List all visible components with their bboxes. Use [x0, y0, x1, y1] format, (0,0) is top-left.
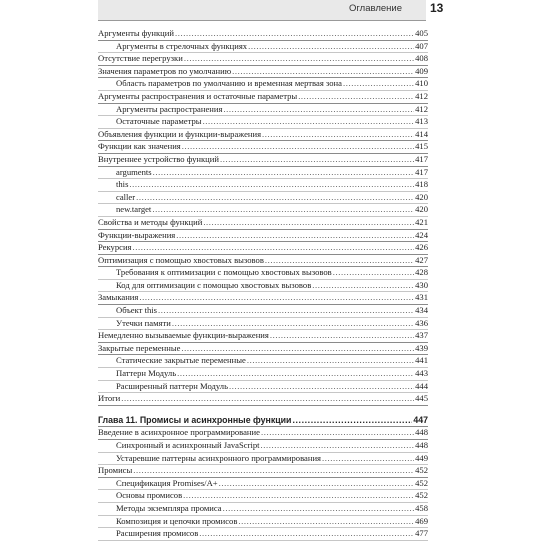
toc-dot-leader: [158, 305, 414, 317]
toc-section-entry[interactable]: [98, 91, 428, 104]
header-title: Оглавление: [349, 3, 402, 14]
toc-section-entry[interactable]: [98, 53, 428, 66]
toc-entry-page: 417: [415, 153, 428, 164]
toc-chapter-entry[interactable]: [98, 415, 428, 428]
toc-entry-title: Значения параметров по умолчанию: [98, 65, 232, 76]
toc-dot-leader: [121, 393, 414, 405]
toc-section-entry[interactable]: [98, 154, 428, 167]
toc-subsection-entry[interactable]: [98, 503, 428, 516]
toc-dot-leader: [129, 179, 414, 191]
toc-dot-leader: [229, 381, 414, 393]
toc-subsection-entry[interactable]: [98, 179, 428, 192]
toc-dot-leader: [175, 28, 414, 40]
toc-entry-page: 408: [415, 53, 428, 64]
toc-section-entry[interactable]: [98, 28, 428, 41]
toc-entry-page: 412: [415, 103, 428, 114]
toc-entry-page: 412: [415, 90, 428, 101]
toc-entry-page: 421: [415, 216, 428, 227]
toc-entry-page: 424: [415, 229, 428, 240]
toc-entry-title: Расширенный паттерн Модуль: [116, 380, 228, 391]
header-page-number: 13: [430, 1, 444, 15]
toc-entry-title: Расширения промисов: [116, 528, 199, 539]
toc-entry-title: Итоги: [98, 393, 121, 404]
toc-entry-title: Немедленно вызываемые функции-выражения: [98, 330, 269, 341]
toc-entry-page: 437: [415, 330, 428, 341]
toc-entry-page: 458: [415, 502, 428, 513]
toc-section-entry[interactable]: [98, 230, 428, 243]
toc-entry-title: Глава 11. Промисы и асинхронные функции: [98, 414, 292, 425]
toc-dot-leader: [139, 292, 414, 304]
toc-dot-leader: [199, 528, 414, 540]
toc-section-entry[interactable]: [98, 465, 428, 478]
toc-section-entry[interactable]: [98, 141, 428, 154]
toc-section-entry[interactable]: [98, 242, 428, 255]
toc-entry-page: 430: [415, 279, 428, 290]
toc-entry-page: 418: [415, 179, 428, 190]
toc-entry-page: 436: [415, 317, 428, 328]
toc-entry-title: Статические закрытые переменные: [116, 355, 246, 366]
toc-entry-title: Закрытые переменные: [98, 342, 181, 353]
toc-section-entry[interactable]: [98, 330, 428, 343]
toc-dot-leader: [261, 440, 415, 452]
toc-subsection-entry[interactable]: [98, 167, 428, 180]
toc-entry-page: 407: [415, 40, 428, 51]
toc-dot-leader: [333, 267, 414, 279]
toc-entry-page: 469: [415, 515, 428, 526]
toc-dot-leader: [133, 242, 415, 254]
toc-subsection-entry[interactable]: [98, 41, 428, 54]
toc-entry-page: 413: [415, 116, 428, 127]
toc-subsection-entry[interactable]: [98, 490, 428, 503]
toc-entry-page: 428: [415, 267, 428, 278]
toc-dot-leader: [136, 192, 414, 204]
toc-entry-title: arguments: [116, 166, 152, 177]
toc-subsection-entry[interactable]: [98, 204, 428, 217]
toc-dot-leader: [292, 415, 412, 427]
toc-subsection-entry[interactable]: [98, 368, 428, 381]
toc-section-entry[interactable]: [98, 217, 428, 230]
toc-subsection-entry[interactable]: [98, 267, 428, 280]
toc-dot-leader: [265, 255, 414, 267]
toc-entry-title: Основы промисов: [116, 490, 183, 501]
toc-entry-page: 477: [415, 528, 428, 539]
toc-entry-page: 448: [415, 427, 428, 438]
toc-entry-page: 414: [415, 128, 428, 139]
toc-entry-title: Спецификация Promises/A+: [116, 477, 218, 488]
toc-subsection-entry[interactable]: [98, 318, 428, 331]
toc-dot-leader: [203, 116, 415, 128]
table-of-contents: [98, 28, 428, 541]
toc-subsection-entry[interactable]: [98, 528, 428, 541]
toc-entry-page: 410: [415, 78, 428, 89]
toc-dot-leader: [343, 78, 414, 90]
toc-dot-leader: [219, 478, 414, 490]
toc-section-entry[interactable]: [98, 255, 428, 268]
toc-subsection-entry[interactable]: [98, 355, 428, 368]
toc-entry-title: Объявления функции и функции-выражения: [98, 128, 262, 139]
toc-entry-title: Методы экземпляра промиса: [116, 502, 222, 513]
toc-dot-leader: [177, 368, 414, 380]
toc-entry-title: Область параметров по умолчанию и временная мертвая зона: [116, 78, 342, 89]
toc-dot-leader: [223, 503, 414, 515]
toc-entry-title: new.target: [116, 204, 152, 215]
toc-entry-page: 439: [415, 342, 428, 353]
toc-entry-title: Аргументы распространения: [116, 103, 223, 114]
toc-subsection-entry[interactable]: [98, 453, 428, 466]
toc-dot-leader: [248, 41, 414, 53]
toc-subsection-entry[interactable]: [98, 104, 428, 117]
toc-subsection-entry[interactable]: [98, 192, 428, 205]
toc-subsection-entry[interactable]: [98, 305, 428, 318]
toc-dot-leader: [261, 427, 414, 439]
toc-subsection-entry[interactable]: [98, 516, 428, 529]
toc-dot-leader: [223, 104, 414, 116]
toc-entry-page: 447: [413, 414, 428, 425]
toc-entry-title: Паттерн Модуль: [116, 368, 177, 379]
toc-entry-title: Введение в асинхронное программирование: [98, 427, 260, 438]
toc-entry-title: Утечки памяти: [116, 317, 171, 328]
toc-entry-title: Промисы: [98, 465, 133, 476]
toc-entry-title: Оптимизация с помощью хвостовых вызовов: [98, 254, 264, 265]
toc-entry-page: 444: [415, 380, 428, 391]
toc-entry-title: caller: [116, 191, 136, 202]
toc-entry-title: Аргументы функций: [98, 28, 174, 38]
toc-entry-page: 417: [415, 166, 428, 177]
toc-dot-leader: [312, 280, 414, 292]
toc-section-entry[interactable]: [98, 427, 428, 440]
toc-entry-page: 441: [415, 355, 428, 366]
toc-entry-page: 426: [415, 242, 428, 253]
toc-dot-leader: [262, 129, 414, 141]
toc-dot-leader: [232, 66, 414, 78]
toc-entry-title: Свойства и методы функций: [98, 216, 203, 227]
toc-section-entry[interactable]: [98, 393, 428, 406]
toc-entry-page: 420: [415, 204, 428, 215]
toc-entry-page: 405: [415, 28, 428, 38]
toc-dot-leader: [153, 167, 414, 179]
toc-entry-title: Требования к оптимизации с помощью хвостовых вызовов: [116, 267, 332, 278]
toc-entry-title: Объект this: [116, 305, 158, 316]
toc-dot-leader: [220, 154, 414, 166]
toc-entry-title: Внутреннее устройство функций: [98, 153, 219, 164]
toc-entry-title: Замыкания: [98, 292, 139, 303]
toc-dot-leader: [298, 91, 414, 103]
toc-entry-page: 452: [415, 490, 428, 501]
toc-entry-title: Функции как значения: [98, 141, 181, 152]
toc-entry-page: 443: [415, 368, 428, 379]
toc-entry-page: 409: [415, 65, 428, 76]
toc-dot-leader: [322, 453, 414, 465]
toc-entry-title: Код для оптимизации с помощью хвостовых вызовов: [116, 279, 312, 290]
toc-entry-title: Остаточные параметры: [116, 116, 202, 127]
toc-section-entry[interactable]: [98, 129, 428, 142]
toc-subsection-entry[interactable]: [98, 478, 428, 491]
toc-subsection-entry[interactable]: [98, 78, 428, 91]
toc-entry-page: 452: [415, 465, 428, 476]
toc-subsection-entry[interactable]: [98, 116, 428, 129]
toc-entry-title: Устаревшие паттерны асинхронного программирования: [116, 452, 321, 463]
toc-dot-leader: [247, 355, 414, 367]
toc-entry-page: 431: [415, 292, 428, 303]
toc-entry-page: 445: [415, 393, 428, 404]
toc-entry-title: Синхронный и асинхронный JavaScript: [116, 440, 260, 450]
toc-entry-page: 448: [415, 440, 428, 450]
running-header: [98, 0, 426, 21]
toc-dot-leader: [238, 516, 414, 528]
toc-dot-leader: [133, 465, 414, 477]
toc-entry-title: Аргументы распространения и остаточные параметры: [98, 90, 298, 101]
toc-dot-leader: [172, 318, 414, 330]
toc-entry-title: Аргументы в стрелочных функциях: [116, 40, 248, 51]
toc-dot-leader: [181, 343, 414, 355]
toc-dot-leader: [183, 490, 414, 502]
toc-subsection-entry[interactable]: [98, 280, 428, 293]
toc-subsection-entry[interactable]: [98, 381, 428, 394]
toc-section-entry[interactable]: [98, 292, 428, 305]
toc-entry-title: Композиция и цепочки промисов: [116, 515, 238, 526]
toc-dot-leader: [176, 230, 414, 242]
toc-subsection-entry[interactable]: [98, 440, 428, 453]
toc-entry-title: this: [116, 179, 129, 190]
toc-section-entry[interactable]: [98, 343, 428, 356]
toc-entry-page: 420: [415, 191, 428, 202]
toc-entry-title: Функции-выражения: [98, 229, 176, 240]
toc-section-entry[interactable]: [98, 66, 428, 79]
toc-dot-leader: [203, 217, 414, 229]
toc-entry-page: 415: [415, 141, 428, 152]
toc-dot-leader: [184, 53, 414, 65]
toc-entry-page: 427: [415, 254, 428, 265]
toc-dot-leader: [152, 204, 414, 216]
toc-entry-page: 434: [415, 305, 428, 316]
toc-entry-page: 452: [415, 477, 428, 488]
toc-dot-leader: [182, 141, 414, 153]
toc-entry-title: Отсутствие перегрузки: [98, 53, 183, 64]
toc-entry-title: Рекурсия: [98, 242, 132, 253]
toc-entry-page: 449: [415, 452, 428, 463]
toc-dot-leader: [270, 330, 414, 342]
